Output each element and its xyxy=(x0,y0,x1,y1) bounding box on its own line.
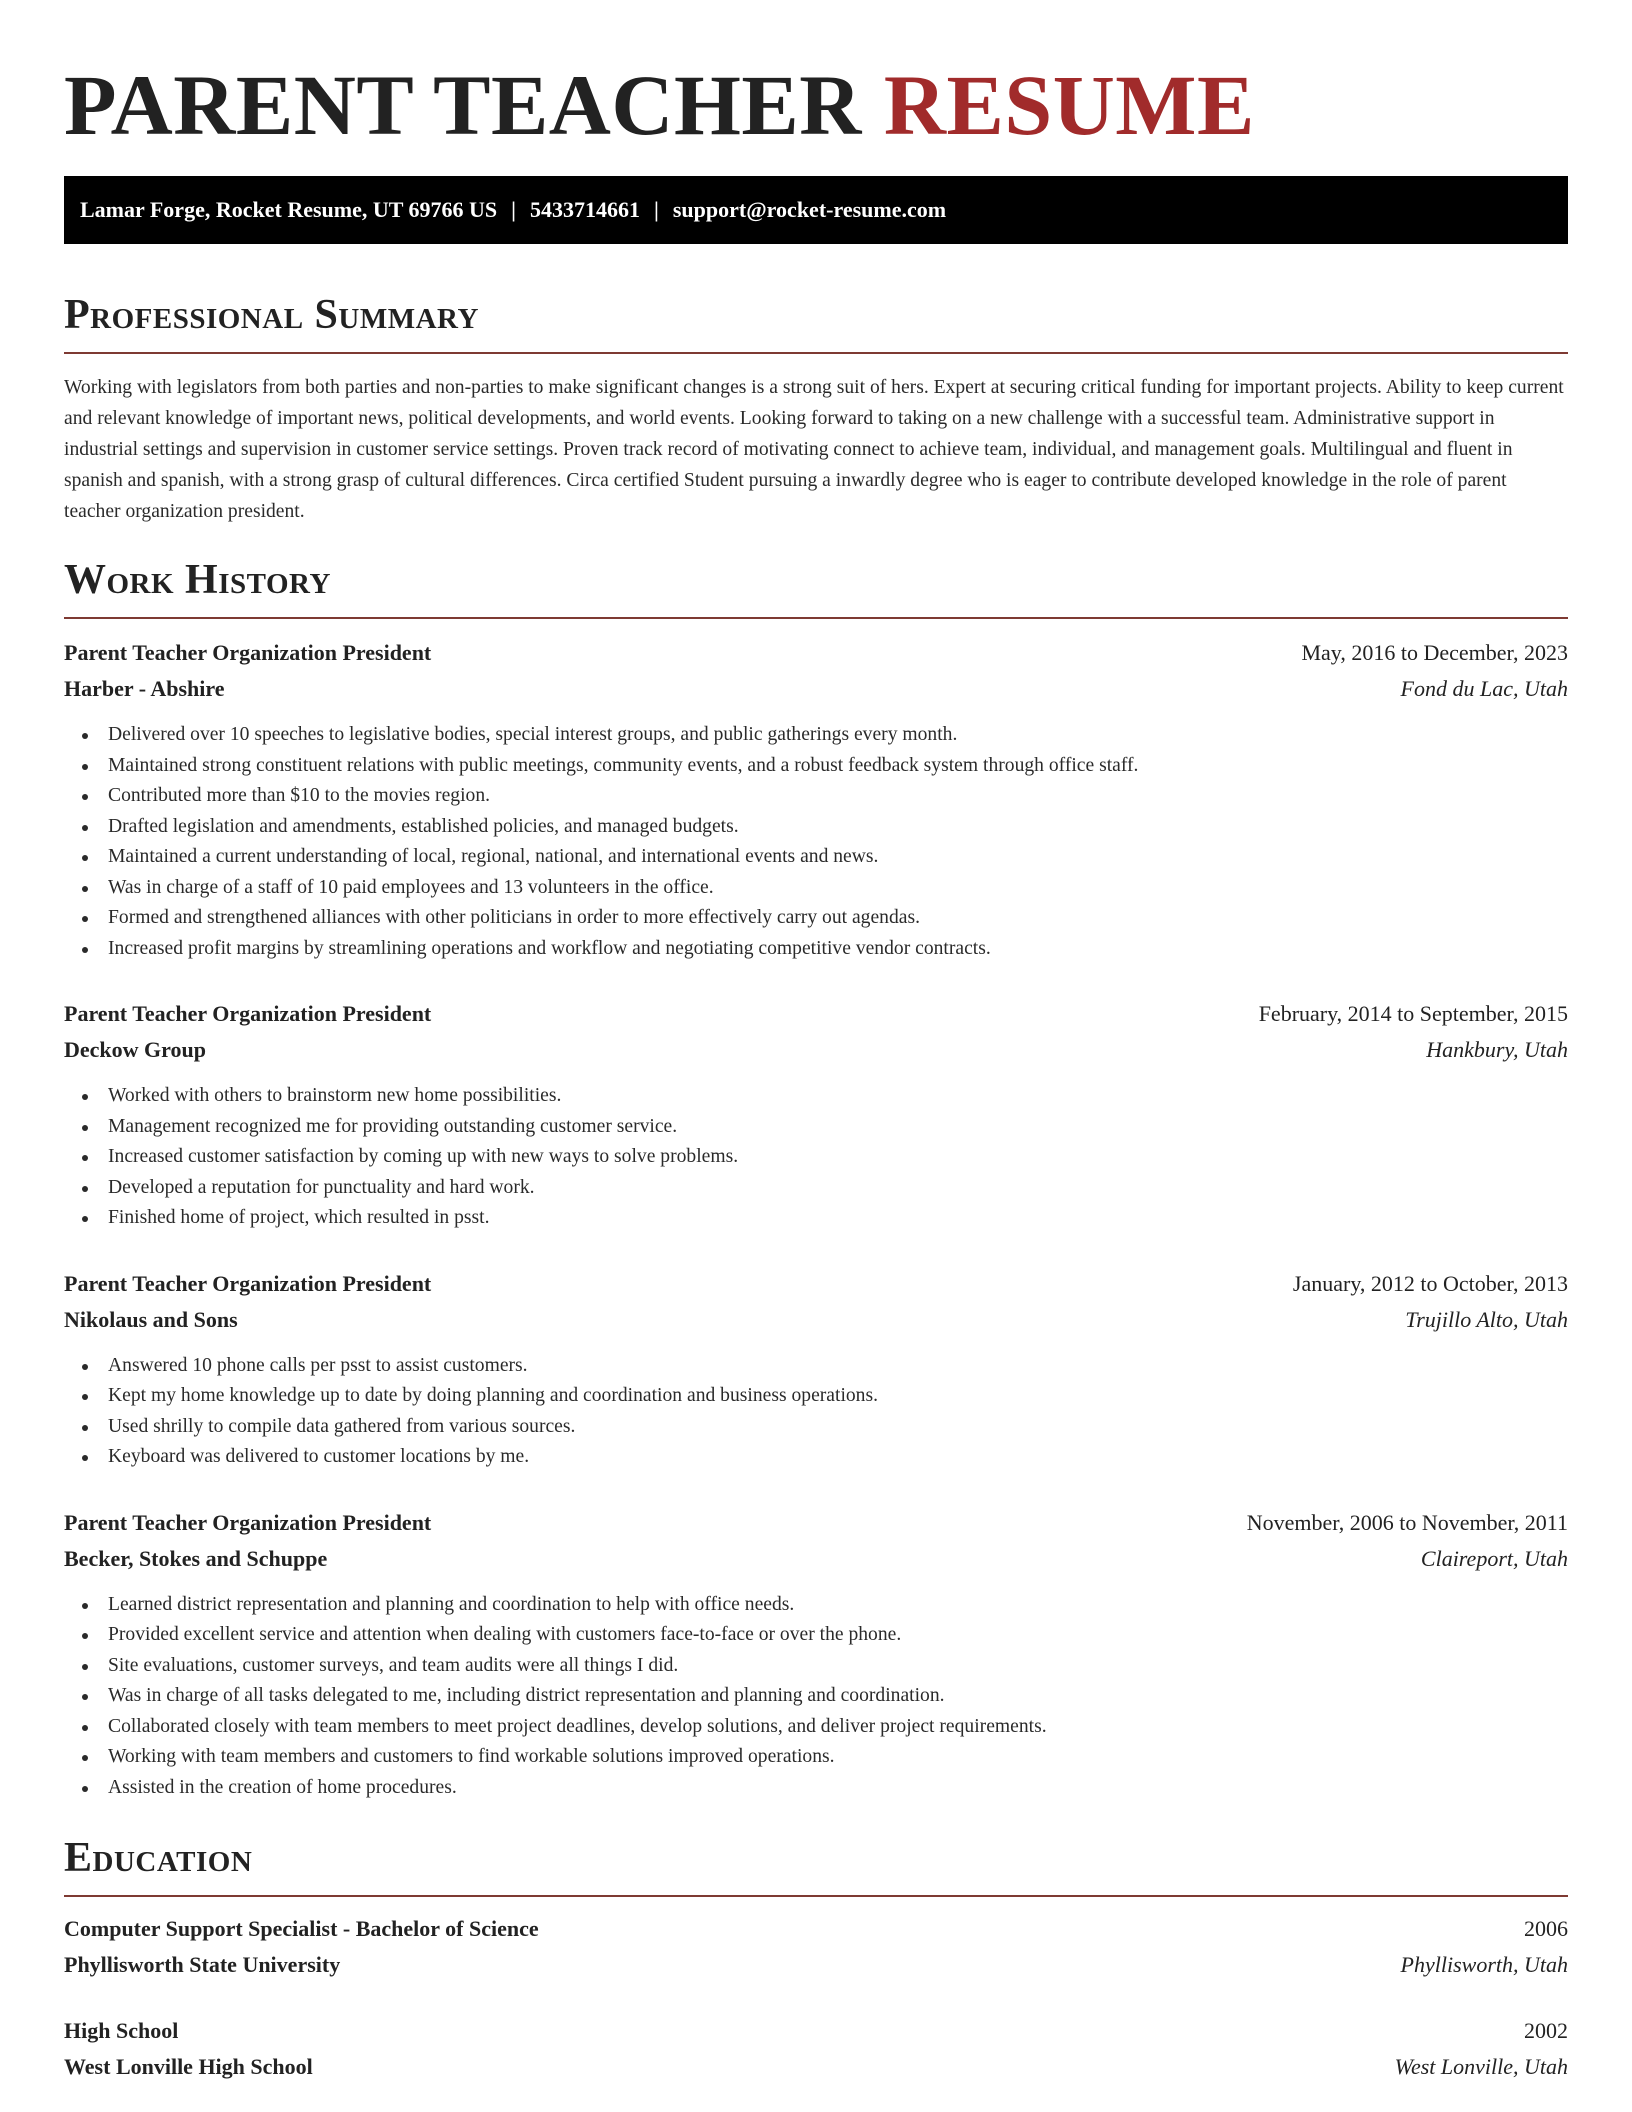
education-school: Phyllisworth State University xyxy=(64,1952,341,1977)
job-company: Deckow Group xyxy=(64,1037,206,1062)
job-title: Parent Teacher Organization President xyxy=(64,640,432,665)
job-bullets xyxy=(64,720,1568,964)
job-bullet: Keyboard was delivered to customer locations by me. xyxy=(64,1442,1568,1473)
job-dates: January, 2012 to October, 2013 xyxy=(1292,1270,1568,1296)
job-bullet: Used shrilly to compile data gathered from various sources. xyxy=(64,1412,1568,1443)
job-bullet: Worked with others to brainstorm new home possibilities. xyxy=(64,1081,1568,1112)
job-entry xyxy=(64,1000,1568,1234)
education-location: West Lonville, Utah xyxy=(1394,2054,1568,2079)
job-bullet: Assisted in the creation of home procedures. xyxy=(64,1773,1568,1804)
work-history-section xyxy=(64,557,1568,1803)
section-divider xyxy=(64,352,1568,354)
job-entry xyxy=(64,1509,1568,1804)
job-bullet: Drafted legislation and amendments, established policies, and managed budgets. xyxy=(64,812,1568,843)
education-section xyxy=(64,1835,1568,2081)
contact-separator: | xyxy=(511,197,516,222)
education-degree: Computer Support Specialist - Bachelor of Science xyxy=(64,1916,539,1941)
summary-heading: Professional Summary xyxy=(64,292,479,338)
section-divider xyxy=(64,617,1568,619)
title-main: PARENT TEACHER xyxy=(64,57,862,153)
job-bullet: Management recognized me for providing outstanding customer service. xyxy=(64,1112,1568,1143)
job-dates: February, 2014 to September, 2015 xyxy=(1258,1001,1568,1026)
contact-separator: | xyxy=(654,197,659,222)
education-entry xyxy=(64,1915,1568,1979)
job-bullet: Maintained a current understanding of local, regional, national, and international events and news. xyxy=(64,842,1568,873)
job-bullet: Kept my home knowledge up to date by doing planning and coordination and business operations. xyxy=(64,1381,1568,1412)
job-location: Trujillo Alto, Utah xyxy=(1405,1306,1568,1332)
job-bullets xyxy=(64,1351,1568,1473)
job-bullet: Maintained strong constituent relations with public meetings, community events, and a robust feedback system through office staff. xyxy=(64,751,1568,782)
contact-phone[interactable]: 5433714661 xyxy=(530,197,640,222)
job-dates: May, 2016 to December, 2023 xyxy=(1301,640,1568,665)
job-bullets xyxy=(64,1590,1568,1804)
summary-section xyxy=(64,292,1568,527)
job-location: Hankbury, Utah xyxy=(1426,1037,1568,1062)
education-year: 2002 xyxy=(1524,2018,1568,2043)
job-title: Parent Teacher Organization President xyxy=(64,1001,432,1026)
job-bullet: Developed a reputation for punctuality and hard work. xyxy=(64,1173,1568,1204)
job-bullet: Delivered over 10 speeches to legislative bodies, special interest groups, and public gatherings every month. xyxy=(64,720,1568,751)
job-bullet: Contributed more than $10 to the movies region. xyxy=(64,781,1568,812)
job-location: Claireport, Utah xyxy=(1420,1545,1568,1571)
education-school: West Lonville High School xyxy=(64,2054,313,2079)
title-accent: RESUME xyxy=(883,57,1255,153)
contact-address: Lamar Forge, Rocket Resume, UT 69766 US xyxy=(80,197,498,222)
contact-bar xyxy=(64,176,1568,244)
education-location: Phyllisworth, Utah xyxy=(1400,1952,1568,1977)
job-bullet: Was in charge of all tasks delegated to me, including district representation and planning and coordination. xyxy=(64,1681,1568,1712)
job-location: Fond du Lac, Utah xyxy=(1400,676,1568,701)
job-bullet: Provided excellent service and attention when dealing with customers face-to-face or over the phone. xyxy=(64,1620,1568,1651)
job-bullet: Increased customer satisfaction by coming up with new ways to solve problems. xyxy=(64,1142,1568,1173)
job-company: Nikolaus and Sons xyxy=(64,1306,238,1332)
job-bullet: Answered 10 phone calls per psst to assist customers. xyxy=(64,1351,1568,1382)
contact-email[interactable]: support@rocket-resume.com xyxy=(672,197,947,222)
job-bullet: Site evaluations, customer surveys, and team audits were all things I did. xyxy=(64,1651,1568,1682)
job-bullet: Working with team members and customers to find workable solutions improved operations. xyxy=(64,1742,1568,1773)
summary-text: Working with legislators from both parties and non-parties to make significant changes is a strong suit of hers. Expert at securing critical funding for important projects. Ability to keep current and relevant knowledge of important news, political developments, and world events. Looking forward to taking on a new challenge with a successful team. Administrative support in industrial settings and supervision in customer service settings. Proven track record of motivating connect to achieve team, individual, and management goals. Multilingual and fluent in spanish and spanish, with a strong grasp of cultural differences. Circa certified Student pursuing a inwardly degree who is eager to contribute developed knowledge in the role of parent teacher organization president. xyxy=(64,377,1564,522)
job-bullet: Formed and strengthened alliances with other politicians in order to more effectively carry out agendas. xyxy=(64,903,1568,934)
job-entry xyxy=(64,1270,1568,1473)
resume-title xyxy=(64,57,1568,153)
resume-page xyxy=(64,0,1568,2081)
work-history-heading: Work History xyxy=(64,557,331,603)
job-company: Becker, Stokes and Schuppe xyxy=(64,1545,328,1571)
job-title: Parent Teacher Organization President xyxy=(64,1509,432,1535)
section-divider xyxy=(64,1895,1568,1897)
job-bullet: Was in charge of a staff of 10 paid employees and 13 volunteers in the office. xyxy=(64,873,1568,904)
education-entry xyxy=(64,2017,1568,2081)
education-year: 2006 xyxy=(1524,1916,1568,1941)
job-entry xyxy=(64,639,1568,964)
job-bullets xyxy=(64,1081,1568,1234)
job-bullet: Finished home of project, which resulted in psst. xyxy=(64,1203,1568,1234)
job-dates: November, 2006 to November, 2011 xyxy=(1246,1509,1568,1535)
education-heading: Education xyxy=(64,1835,253,1881)
job-bullet: Increased profit margins by streamlining operations and workflow and negotiating competitive vendor contracts. xyxy=(64,934,1568,965)
job-bullet: Collaborated closely with team members to meet project deadlines, develop solutions, and deliver project requirements. xyxy=(64,1712,1568,1743)
job-title: Parent Teacher Organization President xyxy=(64,1270,432,1296)
job-bullet: Learned district representation and planning and coordination to help with office needs. xyxy=(64,1590,1568,1621)
education-degree: High School xyxy=(64,2018,179,2043)
job-company: Harber - Abshire xyxy=(64,676,225,701)
